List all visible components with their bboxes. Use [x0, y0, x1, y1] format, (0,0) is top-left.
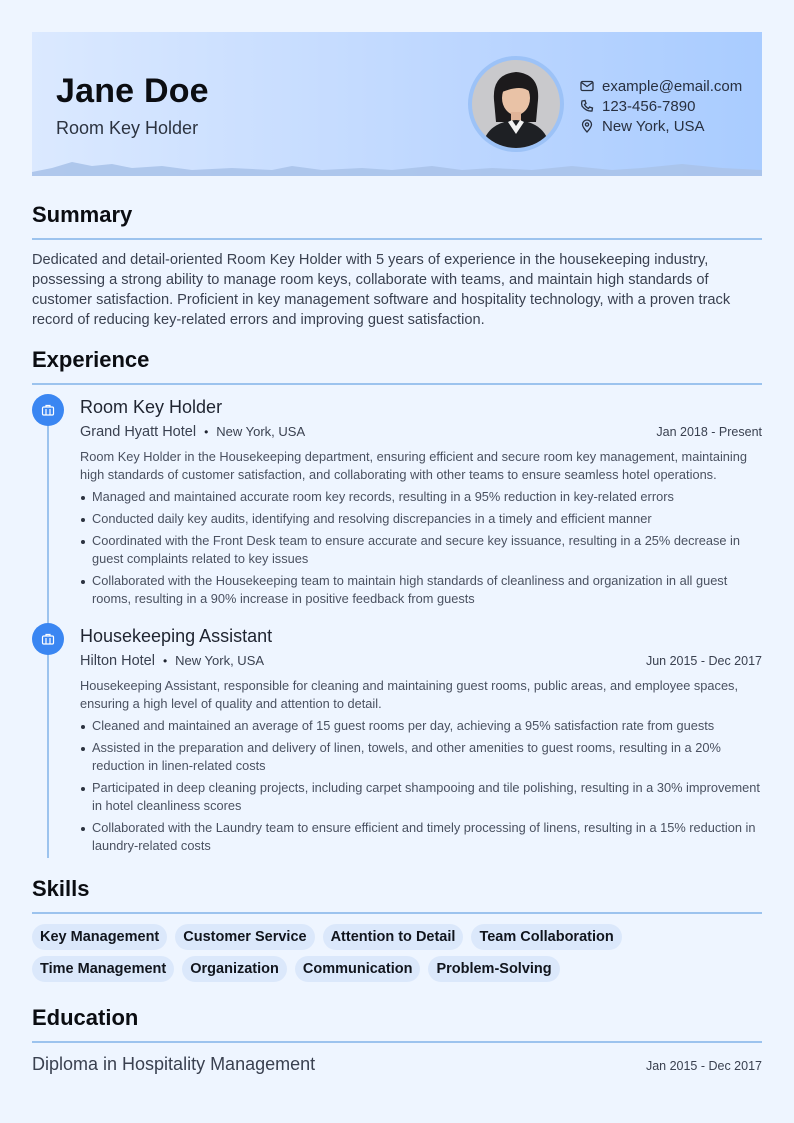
job-company: Grand Hyatt Hotel: [80, 424, 197, 440]
job-meta: [80, 424, 762, 444]
skills-row-1: [32, 924, 762, 950]
candidate-role: Room Key Holder: [56, 118, 199, 138]
skill-chip: Customer Service: [175, 924, 314, 950]
experience-divider: [32, 383, 762, 385]
skills-divider: [32, 912, 762, 914]
list-item: Collaborated with the Housekeeping team to maintain high standards of cleanliness and organization in all guest rooms, resulting in a 90% increase in positive feedback from guests: [80, 572, 762, 608]
skill-chip: Attention to Detail: [323, 924, 464, 950]
skills-list: [32, 924, 762, 988]
job-company: Hilton Hotel: [80, 653, 155, 669]
skill-chip: Organization: [182, 956, 287, 982]
candidate-name: Jane Doe: [56, 72, 209, 110]
avatar: [468, 56, 564, 152]
education-entry: [32, 1054, 762, 1075]
job-location: New York, USA: [175, 653, 265, 668]
meta-separator: •: [162, 654, 168, 668]
job-meta: [80, 653, 762, 673]
contact-info: [580, 76, 742, 136]
job-bullets: [80, 717, 762, 855]
job-description: Room Key Holder in the Housekeeping department, ensuring efficient and secure room key management, maintaining high standards of customer satisfaction, and collaborating with other teams to ensure seamless hotel operations.: [80, 449, 748, 482]
phone-icon: [580, 99, 594, 113]
meta-separator: •: [204, 425, 209, 439]
list-item: Assisted in the preparation and delivery of linen, towels, and other amenities to guest rooms, resulting in a 20% reduction in linen-related costs: [80, 739, 762, 775]
phone-text: 123-456-7890: [602, 97, 696, 115]
map-pin-icon: [580, 119, 594, 133]
list-item: Participated in deep cleaning projects, including carpet shampooing and tile polishing, resulting in a 30% improvement in hotel cleanliness scores: [80, 779, 762, 815]
contact-email[interactable]: [580, 76, 742, 96]
job-location: New York, USA: [216, 424, 306, 439]
education-heading: Education: [32, 1005, 139, 1030]
education-divider: [32, 1041, 762, 1043]
list-item: Conducted daily key audits, identifying and resolving discrepancies in a timely and efficient manner: [80, 510, 762, 528]
contact-location: [580, 116, 742, 136]
skills-row-2: [32, 956, 762, 982]
job-2: [80, 623, 762, 859]
skill-chip: Time Management: [32, 956, 174, 982]
contact-phone[interactable]: [580, 96, 742, 116]
summary-divider: [32, 238, 762, 240]
skills-heading: Skills: [32, 876, 90, 901]
briefcase-icon: [41, 403, 55, 417]
job-title: Room Key Holder: [80, 397, 223, 417]
education-degree: Diploma in Hospitality Management: [32, 1054, 316, 1074]
envelope-icon: [580, 79, 594, 93]
experience-heading: Experience: [32, 347, 150, 372]
summary-text: Dedicated and detail-oriented Room Key Holder with 5 years of experience in the housekeeping industry, possessing a strong ability to manage room keys, collaborate with teams, and maintain high standards of customer satisfaction. Proficient in key management software and hospitality technology, with a proven track record of reducing key-related errors and improving guest satisfaction.: [32, 252, 731, 328]
resume-header: [32, 32, 762, 176]
email-text: example@email.com: [602, 77, 743, 95]
job-description: Housekeeping Assistant, responsible for cleaning and maintaining guest rooms, public areas, and employee spaces, ensuring a high level of quality and attention to detail.: [80, 678, 739, 711]
job-bullets: [80, 488, 762, 608]
skill-chip: Problem-Solving: [428, 956, 559, 982]
education-dates: Jan 2015 - Dec 2017: [645, 1059, 762, 1073]
header-wave-decoration: [32, 160, 762, 176]
profile-photo: [472, 60, 560, 148]
list-item: Coordinated with the Front Desk team to ensure accurate and secure key issuance, resulting in a 25% decrease in guest complaints related to key issues: [80, 532, 762, 568]
job-1-marker: [32, 394, 64, 426]
location-text: New York, USA: [602, 117, 705, 135]
job-dates: Jun 2015 - Dec 2017: [645, 654, 762, 668]
job-2-marker: [32, 623, 64, 655]
skill-chip: Key Management: [32, 924, 167, 950]
list-item: Managed and maintained accurate room key records, resulting in a 95% reduction in key-related errors: [80, 488, 762, 506]
list-item: Collaborated with the Laundry team to ensure efficient and timely processing of linens, resulting in a 15% reduction in laundry-related costs: [80, 819, 762, 855]
skill-chip: Communication: [295, 956, 421, 982]
job-1: [80, 394, 762, 612]
job-dates: Jan 2018 - Present: [656, 425, 762, 439]
job-title: Housekeeping Assistant: [80, 626, 273, 646]
briefcase-icon: [41, 632, 55, 646]
list-item: Cleaned and maintained an average of 15 guest rooms per day, achieving a 95% satisfaction rate from guests: [80, 717, 762, 735]
skill-chip: Team Collaboration: [471, 924, 621, 950]
summary-heading: Summary: [32, 202, 133, 227]
